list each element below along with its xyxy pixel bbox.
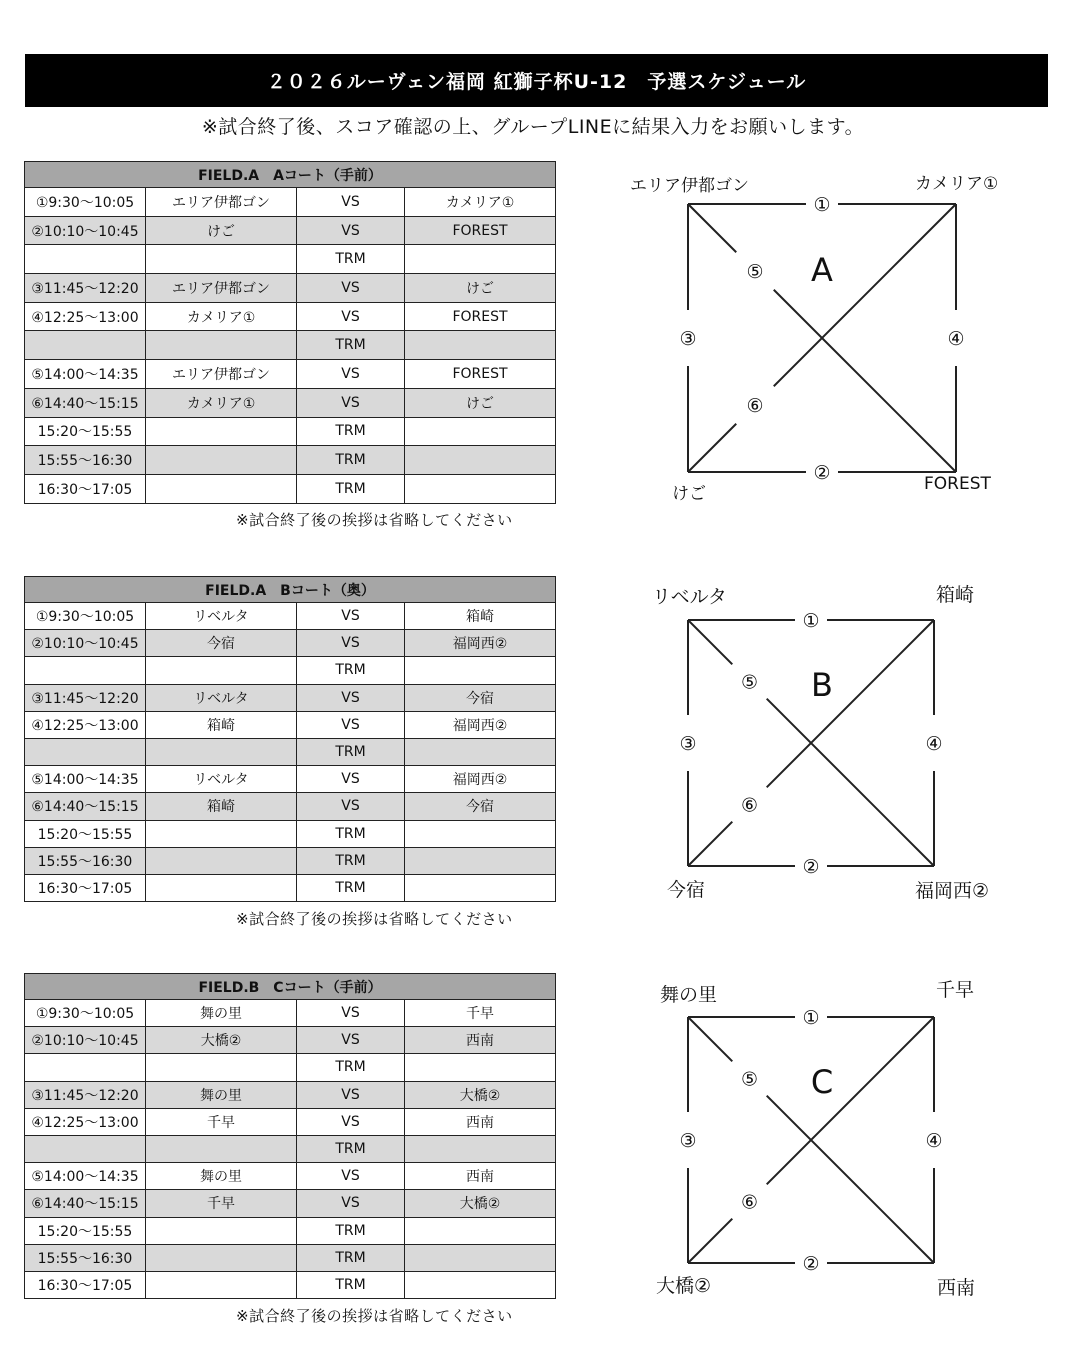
vs-cell: TRM — [297, 1217, 405, 1244]
group-letter: C — [810, 1063, 834, 1101]
table-row — [25, 1054, 556, 1081]
table-row — [25, 1271, 556, 1298]
time-cell — [25, 1135, 146, 1162]
table-row — [25, 216, 556, 245]
time-cell: 15:55～16:30 — [25, 446, 146, 475]
away-team-cell: FOREST — [405, 360, 556, 389]
home-team-cell — [146, 446, 297, 475]
vs-cell: TRM — [297, 738, 405, 765]
table-row — [25, 793, 556, 820]
home-team-cell: カメリア① — [146, 388, 297, 417]
match-marker-3: ③ — [679, 1130, 697, 1152]
time-cell: ②10:10～10:45 — [25, 1027, 146, 1054]
team-label-bottom-left: 大橋② — [656, 1275, 712, 1297]
time-cell: 16:30～17:05 — [25, 1271, 146, 1298]
match-marker-1: ① — [802, 610, 820, 632]
match-marker-5: ⑤ — [740, 1068, 759, 1091]
diagonal-5-end — [767, 699, 934, 866]
home-team-cell: 箱崎 — [146, 793, 297, 820]
team-label-bottom-right: FOREST — [924, 474, 991, 494]
home-team-cell: 舞の里 — [146, 1000, 297, 1027]
away-team-cell: 今宿 — [405, 793, 556, 820]
away-team-cell — [405, 657, 556, 684]
table-row — [25, 1217, 556, 1244]
home-team-cell — [146, 1054, 297, 1081]
away-team-cell — [405, 1135, 556, 1162]
match-marker-2: ② — [802, 1253, 820, 1275]
diagram-lines — [600, 161, 1020, 521]
vs-cell: VS — [297, 711, 405, 738]
time-cell: ①9:30～10:05 — [25, 603, 146, 630]
time-cell — [25, 738, 146, 765]
away-team-cell — [405, 1054, 556, 1081]
match-marker-6: ⑥ — [740, 1191, 759, 1214]
match-marker-3: ③ — [679, 328, 697, 350]
home-team-cell — [146, 1217, 297, 1244]
time-cell: ③11:45～12:20 — [25, 1081, 146, 1108]
match-marker-6: ⑥ — [740, 794, 759, 817]
match-marker-4: ④ — [925, 733, 943, 755]
away-team-cell — [405, 446, 556, 475]
home-team-cell — [146, 1271, 297, 1298]
match-diagram-c — [600, 973, 1020, 1333]
away-team-cell — [405, 331, 556, 360]
group-letter: A — [811, 251, 833, 289]
table-row — [25, 417, 556, 446]
home-team-cell: 大橋② — [146, 1027, 297, 1054]
footnote: ※試合終了後の挨拶は省略してください — [236, 511, 513, 529]
team-label-bottom-left: けご — [672, 484, 706, 504]
table-row — [25, 1190, 556, 1217]
vs-cell: TRM — [297, 1135, 405, 1162]
home-team-cell: けご — [146, 216, 297, 245]
away-team-cell — [405, 1217, 556, 1244]
team-label-top-left: 舞の里 — [660, 984, 718, 1006]
vs-cell: VS — [297, 1190, 405, 1217]
home-team-cell — [146, 474, 297, 503]
time-cell: ①9:30～10:05 — [25, 1000, 146, 1027]
match-marker-5: ⑤ — [746, 261, 764, 283]
away-team-cell — [405, 847, 556, 874]
away-team-cell: 西南 — [405, 1163, 556, 1190]
team-label-top-left: リベルタ — [652, 586, 727, 608]
away-team-cell: 福岡西② — [405, 630, 556, 657]
match-marker-6: ⑥ — [746, 395, 764, 417]
match-diagram-b — [600, 576, 1020, 936]
away-team-cell: FOREST — [405, 216, 556, 245]
vs-cell: VS — [297, 630, 405, 657]
table-row — [25, 188, 556, 217]
table-row — [25, 820, 556, 847]
home-team-cell — [146, 820, 297, 847]
team-label-bottom-right: 福岡西② — [915, 880, 990, 902]
home-team-cell: 舞の里 — [146, 1163, 297, 1190]
vs-cell: TRM — [297, 820, 405, 847]
time-cell: 15:20～15:55 — [25, 820, 146, 847]
home-team-cell: 千早 — [146, 1190, 297, 1217]
table-row — [25, 360, 556, 389]
home-team-cell: 千早 — [146, 1108, 297, 1135]
table-row — [25, 1135, 556, 1162]
table-row — [25, 1081, 556, 1108]
table-row — [25, 302, 556, 331]
time-cell — [25, 331, 146, 360]
away-team-cell: 千早 — [405, 1000, 556, 1027]
team-label-top-right: 箱崎 — [936, 584, 975, 606]
table-row — [25, 766, 556, 793]
vs-cell: TRM — [297, 417, 405, 446]
vs-cell: VS — [297, 603, 405, 630]
away-team-cell — [405, 738, 556, 765]
away-team-cell — [405, 417, 556, 446]
home-team-cell: リベルタ — [146, 684, 297, 711]
home-team-cell — [146, 874, 297, 901]
schedule-table-a — [24, 161, 556, 504]
home-team-cell — [146, 657, 297, 684]
team-label-top-right: 千早 — [936, 979, 975, 1001]
table-row — [25, 1000, 556, 1027]
vs-cell: VS — [297, 1000, 405, 1027]
match-marker-2: ② — [802, 856, 820, 878]
time-cell: 15:55～16:30 — [25, 847, 146, 874]
vs-cell: TRM — [297, 331, 405, 360]
time-cell: ④12:25～13:00 — [25, 302, 146, 331]
team-label-bottom-left: 今宿 — [667, 879, 706, 901]
table-row — [25, 738, 556, 765]
vs-cell: VS — [297, 1081, 405, 1108]
table-row — [25, 1027, 556, 1054]
table-header: FIELD.B Cコート（手前） — [25, 974, 556, 1000]
table-row — [25, 603, 556, 630]
time-cell: ①9:30～10:05 — [25, 188, 146, 217]
match-marker-3: ③ — [679, 733, 697, 755]
schedule-table-c — [24, 973, 556, 1299]
table-row — [25, 388, 556, 417]
diagonal-5-start — [688, 1017, 732, 1061]
table-row — [25, 245, 556, 274]
vs-cell: VS — [297, 216, 405, 245]
match-marker-2: ② — [813, 462, 831, 484]
home-team-cell: リベルタ — [146, 766, 297, 793]
vs-cell: TRM — [297, 874, 405, 901]
vs-cell: TRM — [297, 1244, 405, 1271]
away-team-cell: FOREST — [405, 302, 556, 331]
diagonal-6-start — [688, 1219, 732, 1263]
time-cell: 16:30～17:05 — [25, 874, 146, 901]
time-cell: ⑥14:40～15:15 — [25, 793, 146, 820]
time-cell: ⑤14:00～14:35 — [25, 1163, 146, 1190]
time-cell: ③11:45～12:20 — [25, 684, 146, 711]
result-notice: ※試合終了後、スコア確認の上、グループLINEに結果入力をお願いします。 — [201, 116, 865, 138]
away-team-cell: けご — [405, 274, 556, 303]
table-row — [25, 446, 556, 475]
match-diagram-a — [600, 161, 1020, 521]
diagonal-5-start — [688, 620, 732, 664]
diagonal-5-end — [774, 290, 956, 472]
away-team-cell — [405, 1244, 556, 1271]
time-cell: ②10:10～10:45 — [25, 216, 146, 245]
footnote: ※試合終了後の挨拶は省略してください — [236, 910, 513, 928]
time-cell: 15:20～15:55 — [25, 1217, 146, 1244]
time-cell: ④12:25～13:00 — [25, 1108, 146, 1135]
table-row — [25, 1108, 556, 1135]
vs-cell: VS — [297, 274, 405, 303]
home-team-cell: エリア伊都ゴン — [146, 360, 297, 389]
time-cell: 15:20～15:55 — [25, 417, 146, 446]
match-marker-1: ① — [802, 1007, 820, 1029]
home-team-cell: カメリア① — [146, 302, 297, 331]
vs-cell: VS — [297, 360, 405, 389]
table-row — [25, 274, 556, 303]
footnote: ※試合終了後の挨拶は省略してください — [236, 1307, 513, 1325]
away-team-cell: 福岡西② — [405, 711, 556, 738]
vs-cell: TRM — [297, 657, 405, 684]
match-marker-1: ① — [813, 194, 831, 216]
vs-cell: VS — [297, 766, 405, 793]
match-marker-4: ④ — [947, 328, 965, 350]
team-label-top-right: カメリア① — [915, 174, 999, 194]
vs-cell: TRM — [297, 847, 405, 874]
time-cell — [25, 657, 146, 684]
vs-cell: VS — [297, 793, 405, 820]
time-cell: ⑥14:40～15:15 — [25, 1190, 146, 1217]
diagonal-5-end — [767, 1096, 934, 1263]
table-row — [25, 711, 556, 738]
table-row — [25, 874, 556, 901]
diagonal-6-start — [688, 822, 732, 866]
time-cell: 15:55～16:30 — [25, 1244, 146, 1271]
away-team-cell — [405, 820, 556, 847]
away-team-cell: カメリア① — [405, 188, 556, 217]
time-cell: 16:30～17:05 — [25, 474, 146, 503]
away-team-cell — [405, 1271, 556, 1298]
vs-cell: VS — [297, 388, 405, 417]
away-team-cell: 今宿 — [405, 684, 556, 711]
home-team-cell — [146, 1135, 297, 1162]
away-team-cell: 大橋② — [405, 1081, 556, 1108]
group-letter: B — [811, 666, 833, 704]
diagonal-5-start — [688, 204, 736, 252]
time-cell: ③11:45～12:20 — [25, 274, 146, 303]
away-team-cell — [405, 474, 556, 503]
time-cell — [25, 245, 146, 274]
home-team-cell — [146, 417, 297, 446]
home-team-cell — [146, 331, 297, 360]
vs-cell: TRM — [297, 1054, 405, 1081]
home-team-cell — [146, 245, 297, 274]
match-marker-5: ⑤ — [740, 671, 759, 694]
diagonal-6-start — [688, 424, 736, 472]
vs-cell: VS — [297, 1027, 405, 1054]
home-team-cell — [146, 738, 297, 765]
time-cell: ⑤14:00～14:35 — [25, 766, 146, 793]
away-team-cell — [405, 245, 556, 274]
vs-cell: TRM — [297, 446, 405, 475]
time-cell: ②10:10～10:45 — [25, 630, 146, 657]
table-row — [25, 630, 556, 657]
vs-cell: VS — [297, 1108, 405, 1135]
away-team-cell: けご — [405, 388, 556, 417]
table-row — [25, 657, 556, 684]
home-team-cell — [146, 1244, 297, 1271]
time-cell — [25, 1054, 146, 1081]
team-label-bottom-right: 西南 — [937, 1277, 976, 1299]
vs-cell: VS — [297, 1163, 405, 1190]
table-header: FIELD.A Bコート（奥） — [25, 577, 556, 603]
diagonal-6-end — [774, 204, 956, 386]
vs-cell: VS — [297, 302, 405, 331]
time-cell: ④12:25～13:00 — [25, 711, 146, 738]
home-team-cell: 舞の里 — [146, 1081, 297, 1108]
away-team-cell: 箱崎 — [405, 603, 556, 630]
away-team-cell: 福岡西② — [405, 766, 556, 793]
away-team-cell: 西南 — [405, 1108, 556, 1135]
match-marker-4: ④ — [925, 1130, 943, 1152]
home-team-cell: エリア伊都ゴン — [146, 188, 297, 217]
vs-cell: TRM — [297, 1271, 405, 1298]
schedule-table-b — [24, 576, 556, 902]
home-team-cell: 今宿 — [146, 630, 297, 657]
table-row — [25, 1244, 556, 1271]
time-cell: ⑥14:40～15:15 — [25, 388, 146, 417]
vs-cell: TRM — [297, 474, 405, 503]
home-team-cell: 箱崎 — [146, 711, 297, 738]
away-team-cell — [405, 874, 556, 901]
vs-cell: VS — [297, 684, 405, 711]
table-row — [25, 847, 556, 874]
team-label-top-left: エリア伊都ゴン — [630, 176, 749, 196]
table-row — [25, 331, 556, 360]
time-cell: ⑤14:00～14:35 — [25, 360, 146, 389]
home-team-cell — [146, 847, 297, 874]
table-header: FIELD.A Aコート（手前） — [25, 162, 556, 188]
home-team-cell: エリア伊都ゴン — [146, 274, 297, 303]
diagonal-6-end — [767, 1017, 934, 1184]
vs-cell: VS — [297, 188, 405, 217]
diagonal-6-end — [767, 620, 934, 787]
vs-cell: TRM — [297, 245, 405, 274]
table-row — [25, 684, 556, 711]
page-title: ２０２６ルーヴェン福岡 紅獅子杯U-12 予選スケジュール — [25, 54, 1048, 107]
home-team-cell: リベルタ — [146, 603, 297, 630]
table-row — [25, 474, 556, 503]
away-team-cell: 大橋② — [405, 1190, 556, 1217]
table-row — [25, 1163, 556, 1190]
away-team-cell: 西南 — [405, 1027, 556, 1054]
